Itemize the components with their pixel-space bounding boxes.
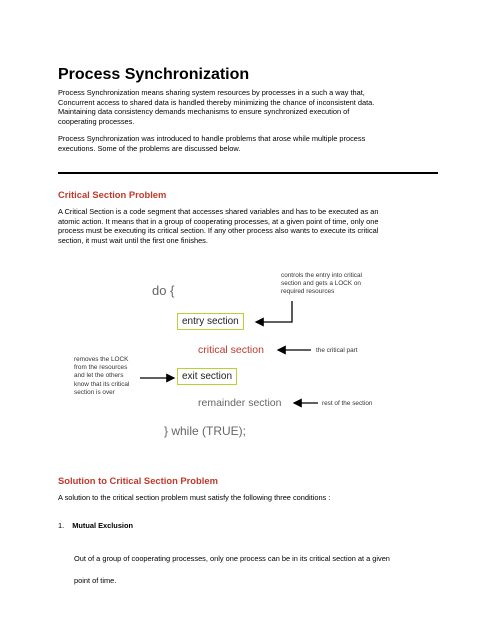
- note-exit: [74, 356, 129, 397]
- intro2-line: Process Synchronization was introduced to handle problems that arose while multiple process: [58, 134, 366, 143]
- entry-section-box: entry section: [177, 313, 244, 330]
- list-item: [58, 521, 133, 530]
- note-entry-line: controls the entry into critical: [281, 272, 362, 279]
- note-exit-line: removes the LOCK: [74, 356, 129, 363]
- list-item-title: Mutual Exclusion: [72, 521, 134, 530]
- list-item-body: [74, 548, 454, 592]
- note-entry: [281, 272, 362, 297]
- section-heading-solution: Solution to Critical Section Problem: [58, 475, 218, 486]
- intro-line: cooperating processes.: [58, 116, 135, 126]
- page-title: Process Synchronization: [58, 66, 250, 83]
- intro-paragraph-2: [58, 134, 438, 153]
- intro-paragraph: [58, 88, 438, 126]
- intro2-line: executions. Some of the problems are discussed below.: [58, 143, 241, 153]
- arrow-entry: [256, 301, 292, 322]
- intro-line: Concurrent access to shared data is handled thereby minimizing the chance of inconsistent data.: [58, 97, 375, 107]
- remainder-section-label: remainder section: [198, 397, 282, 409]
- critical-section-paragraph: [58, 207, 438, 245]
- intro-line: Process Synchronization means sharing system resources by processes in a such a way that,: [58, 88, 365, 97]
- do-keyword: do {: [152, 283, 175, 298]
- note-exit-line: from the resources: [74, 364, 128, 372]
- list-item-body-line: point of time.: [74, 576, 117, 585]
- section-heading-critical: Critical Section Problem: [58, 189, 167, 200]
- section1-line: section, it must wait until the first one finishes.: [58, 235, 208, 245]
- note-exit-line: section is over: [74, 388, 115, 396]
- section1-line: process must be executing its critical section. If any other process also wants to execute its critical: [58, 226, 379, 236]
- section1-line: atomic action. It means that in a group of cooperating processes, at a given point of time, only one: [58, 216, 379, 226]
- note-exit-line: know that its critical: [74, 380, 130, 388]
- list-number: 1.: [58, 521, 65, 530]
- note-exit-line: and let the others: [74, 372, 124, 380]
- list-item-body-line: Out of a group of cooperating processes, only one process can be in its critical section at a given: [74, 554, 390, 563]
- note-remainder: rest of the section: [322, 400, 373, 407]
- note-entry-line: section and gets a LOCK on: [281, 280, 361, 288]
- intro-line: Maintaining data consistency demands mechanisms to ensure synchronized execution of: [58, 107, 350, 117]
- solution-paragraph: A solution to the critical section problem must satisfy the following three conditions :: [58, 493, 331, 502]
- critical-section-label: critical section: [198, 344, 264, 356]
- section1-line: A Critical Section is a code segment that accesses shared variables and has to be executed as an: [58, 207, 379, 216]
- note-entry-line: required resources: [281, 288, 335, 296]
- note-critical: the critical part: [316, 347, 358, 354]
- exit-section-box: exit section: [177, 368, 237, 385]
- section-divider: [58, 172, 438, 174]
- while-clause: } while (TRUE);: [164, 424, 247, 438]
